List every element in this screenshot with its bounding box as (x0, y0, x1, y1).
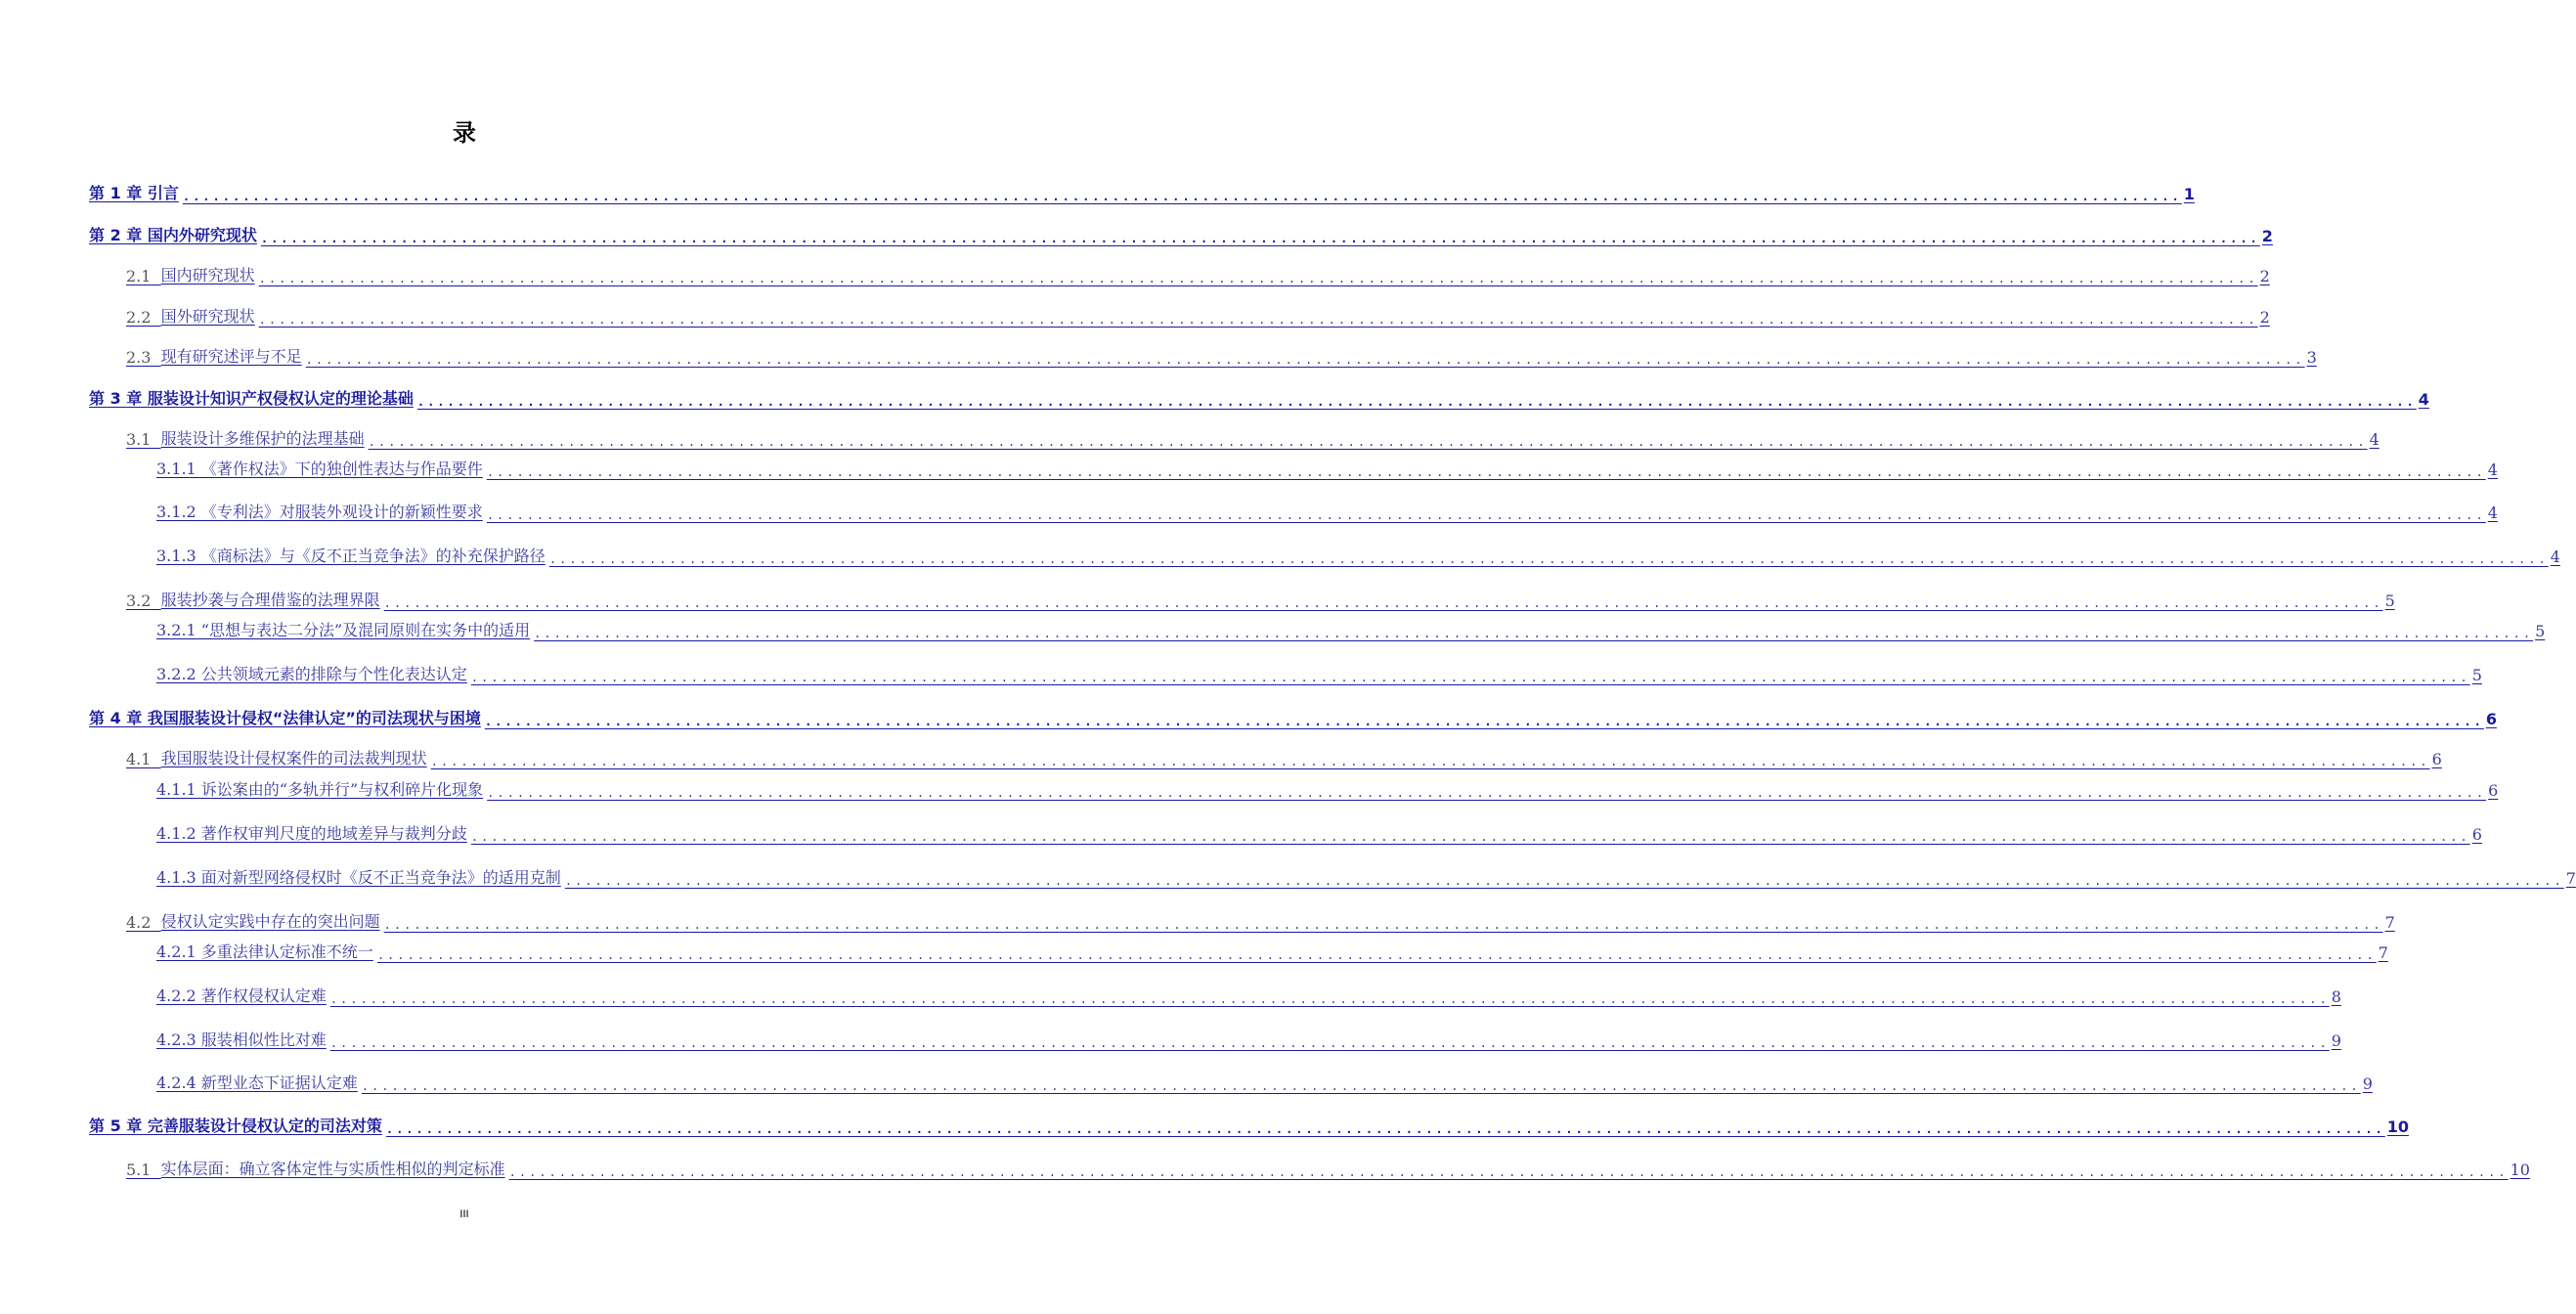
toc-page-number: 6 (2485, 710, 2497, 728)
toc-page-number: 3 (2306, 348, 2317, 367)
toc-dot-leader: ........................................................................................................................................................................................................ (383, 596, 2383, 610)
toc-page-number: 5 (2384, 591, 2395, 610)
toc-section-number: 5.1 (126, 1161, 152, 1179)
toc-section-entry[interactable] (126, 301, 2270, 327)
toc-entry-title: 4.2.1 多重法律认定标准不统一 (156, 942, 373, 961)
page-title: 录 (453, 119, 476, 147)
toc-entry-title: 3.1.3 《商标法》与《反不正当竞争法》的补充保护路径 (156, 547, 546, 565)
toc-entry-title: 侵权认定实践中存在的突出问题 (160, 912, 380, 931)
toc-subsection-entry[interactable] (156, 541, 2560, 566)
toc-page-number: 1 (2183, 185, 2195, 203)
toc-entry-title: 现有研究述评与不足 (160, 347, 302, 366)
toc-dot-leader: ........................................................................................................................................................................................................ (486, 508, 2486, 522)
toc-chapter-entry[interactable] (89, 178, 2195, 203)
toc-subsection-entry[interactable] (156, 659, 2482, 684)
toc-section-number: 2.1 (126, 267, 152, 285)
toc-dot-leader: ........................................................................................................................................................................................................ (182, 190, 2182, 203)
toc-dot-leader: ........................................................................................................................................................................................................ (534, 627, 2534, 640)
toc-page-number: 7 (2565, 869, 2576, 888)
toc-page-number: 4 (2550, 548, 2560, 566)
toc-dot-leader: ........................................................................................................................................................................................................ (484, 715, 2484, 728)
spacer (151, 430, 160, 449)
toc-chapter-entry[interactable] (89, 220, 2273, 245)
toc-chapter-entry[interactable] (89, 703, 2497, 728)
toc-subsection-entry[interactable] (156, 615, 2546, 640)
toc-section-entry[interactable] (126, 260, 2270, 285)
spacer (151, 750, 160, 768)
toc-entry-title: 服装设计多维保护的法理基础 (160, 429, 365, 448)
toc-page-number: 6 (2471, 825, 2482, 844)
toc-chapter-entry[interactable] (89, 383, 2429, 409)
toc-entry-title: 第 4 章 我国服装设计侵权“法律认定”的司法现状与困境 (89, 709, 481, 727)
toc-section-entry[interactable] (126, 1154, 2530, 1179)
toc-page-number: 2 (2259, 308, 2270, 327)
toc-dot-leader: ........................................................................................................................................................................................................ (329, 1036, 2330, 1050)
toc-page-number: 10 (2510, 1161, 2530, 1179)
spacer (151, 348, 160, 367)
toc-section-number: 3.1 (126, 430, 152, 449)
toc-dot-leader: ........................................................................................................................................................................................................ (486, 465, 2486, 479)
toc-entry-title: 第 1 章 引言 (89, 184, 179, 202)
toc-entry-title: 实体层面：确立客体定性与实质性相似的判定标准 (160, 1160, 505, 1178)
toc-entry-title: 3.1.2 《专利法》对服装外观设计的新颖性要求 (156, 503, 483, 521)
spacer (151, 591, 160, 610)
toc-entry-title: 第 3 章 服装设计知识产权侵权认定的理论基础 (89, 389, 414, 408)
toc-page-number: 2 (2261, 227, 2273, 245)
toc-entry-title: 国外研究现状 (160, 307, 255, 326)
toc-page-number: 8 (2331, 987, 2341, 1006)
toc-dot-leader: ........................................................................................................................................................................................................ (361, 1079, 2361, 1093)
toc-entry-title: 3.2.1 “思想与表达二分法”及混同原则在实务中的适用 (156, 621, 531, 639)
toc-entry-title: 4.1.1 诉讼案由的“多轨并行”与权利碎片化现象 (156, 780, 484, 799)
toc-section-entry[interactable] (126, 743, 2442, 768)
toc-page-number: 10 (2386, 1117, 2410, 1136)
toc-page-number: 4 (2418, 390, 2429, 409)
toc-dot-leader: ........................................................................................................................................................................................................ (508, 1165, 2509, 1179)
toc-dot-leader: ........................................................................................................................................................................................................ (376, 948, 2377, 962)
toc-dot-leader: ........................................................................................................................................................................................................ (329, 992, 2330, 1006)
toc-entry-title: 3.2.2 公共领域元素的排除与个性化表达认定 (156, 665, 467, 683)
toc-dot-leader: ........................................................................................................................................................................................................ (487, 786, 2487, 800)
toc-page-number: 7 (2384, 913, 2395, 932)
toc-dot-leader: ........................................................................................................................................................................................................ (470, 671, 2470, 684)
toc-dot-leader: ........................................................................................................................................................................................................ (470, 830, 2470, 844)
toc-subsection-entry[interactable] (156, 981, 2341, 1006)
toc-dot-leader: ........................................................................................................................................................................................................ (368, 435, 2368, 449)
toc-subsection-entry[interactable] (156, 1068, 2373, 1093)
toc-page-number: 5 (2535, 622, 2546, 640)
toc-dot-leader: ........................................................................................................................................................................................................ (430, 755, 2430, 768)
toc-subsection-entry[interactable] (156, 937, 2388, 962)
toc-page-number: 6 (2488, 781, 2499, 800)
toc-page-number: 9 (2362, 1074, 2373, 1093)
toc-subsection-entry[interactable] (156, 497, 2498, 522)
spacer (151, 913, 160, 932)
toc-subsection-entry[interactable] (156, 774, 2499, 800)
toc-entry-title: 4.2.2 著作权侵权认定难 (156, 986, 327, 1005)
toc-entry-title: 国内研究现状 (160, 266, 255, 285)
toc-page-number: 4 (2487, 504, 2498, 522)
toc-page-number: 4 (2487, 460, 2498, 479)
toc-entry-title: 第 2 章 国内外研究现状 (89, 226, 257, 244)
toc-section-entry[interactable] (126, 906, 2395, 932)
toc-section-entry[interactable] (126, 423, 2380, 449)
spacer (151, 1161, 160, 1179)
toc-section-number: 4.1 (126, 750, 152, 768)
page-number: III (459, 1208, 469, 1220)
toc-chapter-entry[interactable] (89, 1111, 2410, 1136)
toc-page-number: 2 (2259, 267, 2270, 285)
toc-entry-title: 4.2.3 服装相似性比对难 (156, 1030, 327, 1049)
toc-dot-leader: ........................................................................................................................................................................................................ (548, 552, 2549, 566)
toc-subsection-entry[interactable] (156, 1025, 2341, 1050)
toc-entry-title: 服装抄袭与合理借鉴的法理界限 (160, 591, 380, 609)
toc-page-number: 7 (2378, 943, 2388, 962)
spacer (151, 308, 160, 327)
toc-dot-leader: ........................................................................................................................................................................................................ (260, 232, 2260, 245)
toc-page-number: 6 (2431, 750, 2442, 768)
toc-dot-leader: ........................................................................................................................................................................................................ (258, 272, 2258, 285)
toc-subsection-entry[interactable] (156, 818, 2482, 844)
toc-subsection-entry[interactable] (156, 454, 2498, 479)
toc-section-number: 2.3 (126, 348, 152, 367)
toc-dot-leader: ........................................................................................................................................................................................................ (385, 1122, 2385, 1136)
toc-entry-title: 第 5 章 完善服装设计侵权认定的司法对策 (89, 1117, 382, 1135)
toc-page-number: 5 (2471, 666, 2482, 684)
toc-section-entry[interactable] (126, 341, 2317, 367)
toc-entry-title: 3.1.1 《著作权法》下的独创性表达与作品要件 (156, 460, 483, 478)
toc-dot-leader: ........................................................................................................................................................................................................ (416, 395, 2417, 409)
toc-dot-leader: ........................................................................................................................................................................................................ (305, 353, 2305, 367)
toc-section-number: 2.2 (126, 308, 152, 327)
spacer (151, 267, 160, 285)
toc-entry-title: 我国服装设计侵权案件的司法裁判现状 (160, 749, 427, 767)
toc-entry-title: 4.1.3 面对新型网络侵权时《反不正当竞争法》的适用克制 (156, 868, 561, 887)
toc-dot-leader: ........................................................................................................................................................................................................ (564, 874, 2564, 888)
toc-entry-title: 4.1.2 著作权审判尺度的地域差异与裁判分歧 (156, 824, 467, 843)
toc-page-number: 9 (2331, 1031, 2341, 1050)
toc-section-number: 3.2 (126, 591, 152, 610)
toc-subsection-entry[interactable] (156, 862, 2576, 888)
toc-page-number: 4 (2369, 430, 2380, 449)
toc-entry-title: 4.2.4 新型业态下证据认定难 (156, 1073, 358, 1092)
toc-section-entry[interactable] (126, 585, 2395, 610)
toc-section-number: 4.2 (126, 913, 152, 932)
toc-dot-leader: ........................................................................................................................................................................................................ (258, 313, 2258, 327)
toc-dot-leader: ........................................................................................................................................................................................................ (383, 918, 2383, 932)
